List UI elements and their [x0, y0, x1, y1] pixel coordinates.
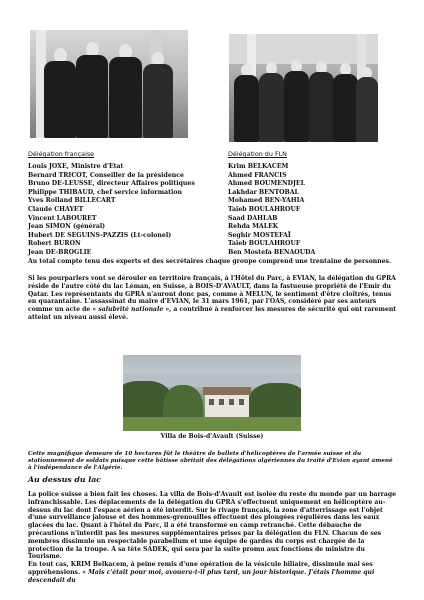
intro-text-part1: Si les pourparlers vont se dérouler en territoire français, à l'Hôtel du Parc, à EVIAN, la délégation du GPRA réside de l'autre côté du lac Léman, en Suisse, à BOIS-D'AVAULT, dans la fastueuse propriété de l'Emir du Qatar. Les représentants du GPRA n'auront donc pas, comme à MELUN, le sentiment d'être cloîtrés, tenus en quarantaine. L'assassinat du maire d'EVIAN, le 31 mars 1961, par l'OAS, considéré par ses auteurs comme un acte de «	[28, 275, 396, 314]
fln-member: Ahmed BOUMENDJEL	[228, 180, 305, 188]
police-text: La police suisse a bien fait les choses. La villa de Bois-d'Avault est isolée du reste du monde par un barrage infranchissable. Les déplacements de la délégation du GPRA s'effectuent uniquement en hélicoptère au-dessus du lac dont l'espace aérien a été interdit. Sur le rivage français, la zone d'atterrissage est l'objet d'une surveillance jalouse et des hommes-grenouilles effectuent des plongées régulières dans les eaux glacées du lac. Quant à l'hôtel du Parc, il a été transformé en camp retranché. Cette débauche de précautions n'interdit pas les mesures supplémentaires prises par la délégation du FLN. Chacun de ses membres dissimule un respectable parabellum et une équipe de gardes du corps est chargée de la protection de la troupe. A sa tête SADEK, qui sera par la suite promu aux fonctions de ministre du Tourisme.	[28, 491, 396, 561]
french-member: Bernard TRICOT, Conseiller de la présidence	[28, 171, 184, 179]
police-paragraph	[28, 491, 398, 585]
fln-member: Taïeb BOULAHROUF	[228, 240, 301, 248]
fln-member: Lakhdar BENTOBAL	[228, 188, 299, 196]
french-member: Yves Rolland BILLECART	[28, 197, 116, 205]
fln-delegation-list	[228, 163, 315, 258]
fln-delegation-photo	[229, 34, 378, 142]
fln-member: Rehda MALEK	[228, 223, 279, 231]
fln-member: Ahmed FRANCIS	[228, 171, 287, 179]
villa-caption: Villa de Bois-d'Avault (Suisse)	[160, 433, 264, 440]
french-member: Bruno DE-LEUSSE, directeur Affaires politiques	[28, 180, 195, 188]
french-member: Jean SIMON (général)	[28, 223, 106, 231]
fln-delegation-heading: Délégation du FLN	[228, 150, 287, 158]
french-member: Vincent LABOURET	[28, 214, 97, 222]
intro-text-italic: salubrité nationale	[98, 306, 164, 314]
fln-member: Saad DAHLAB	[228, 214, 278, 222]
french-member: Jean DE-BROGLIE	[28, 248, 92, 256]
french-delegation-list	[28, 163, 195, 258]
police-last-line: En tout cas, KRIM Belkacem, à peine remis d'une opération de la vésicule biliaire, dissimule mal ses appréhensions. «	[28, 561, 373, 576]
french-member: Claude CHAYET	[28, 205, 84, 213]
fln-member: Taïeb BOULAHROUF	[228, 205, 301, 213]
fln-member: Krim BELKACEM	[228, 163, 289, 170]
villa-photo	[123, 355, 301, 431]
fln-member: Mohamed BEN-YAHIA	[228, 197, 305, 205]
intro-paragraph	[28, 275, 398, 322]
french-member: Philippe THIBAUD, chef service information	[28, 188, 182, 196]
french-member: Robert BURON	[28, 240, 81, 248]
french-member: Louis JOXE, Ministre d'Etat	[28, 163, 124, 170]
total-note: Au total compte tenu des experts et des secrétaires chaque groupe comprend une trentaine de personnes.	[28, 258, 392, 265]
police-last-line-italic: Mais c'était pour moi, avouera-t-il plus tard, un jour historique. J'étais l'homme qui descendait du	[28, 568, 375, 584]
villa-description: Cette magnifique demeure de 10 hectares fût le théâtre de ballets d'hélicoptères de l'armée suisse et du stationnement de soldats puisque cette bâtisse abritait des délégations algériennes du traité d'Evian ayant amené à l'indépendance de l'Algérie.	[28, 451, 393, 471]
fln-member: Ben Mostefa BENAOUDA	[228, 248, 316, 256]
fln-member: Seghir MOSTEFAÏ	[228, 231, 291, 239]
french-delegation-heading: Délégation française	[28, 150, 95, 158]
section-title: Au dessus du lac	[28, 475, 101, 484]
intro-text-part2: », a contribué à renforcer les mesures de sécurité qui ont rarement atteint un niveau aussi élevé.	[28, 306, 397, 321]
french-member: Hubert DE SEGUINS-PAZZIS (Lt-colonel)	[28, 231, 172, 239]
french-delegation-photo	[30, 30, 188, 138]
